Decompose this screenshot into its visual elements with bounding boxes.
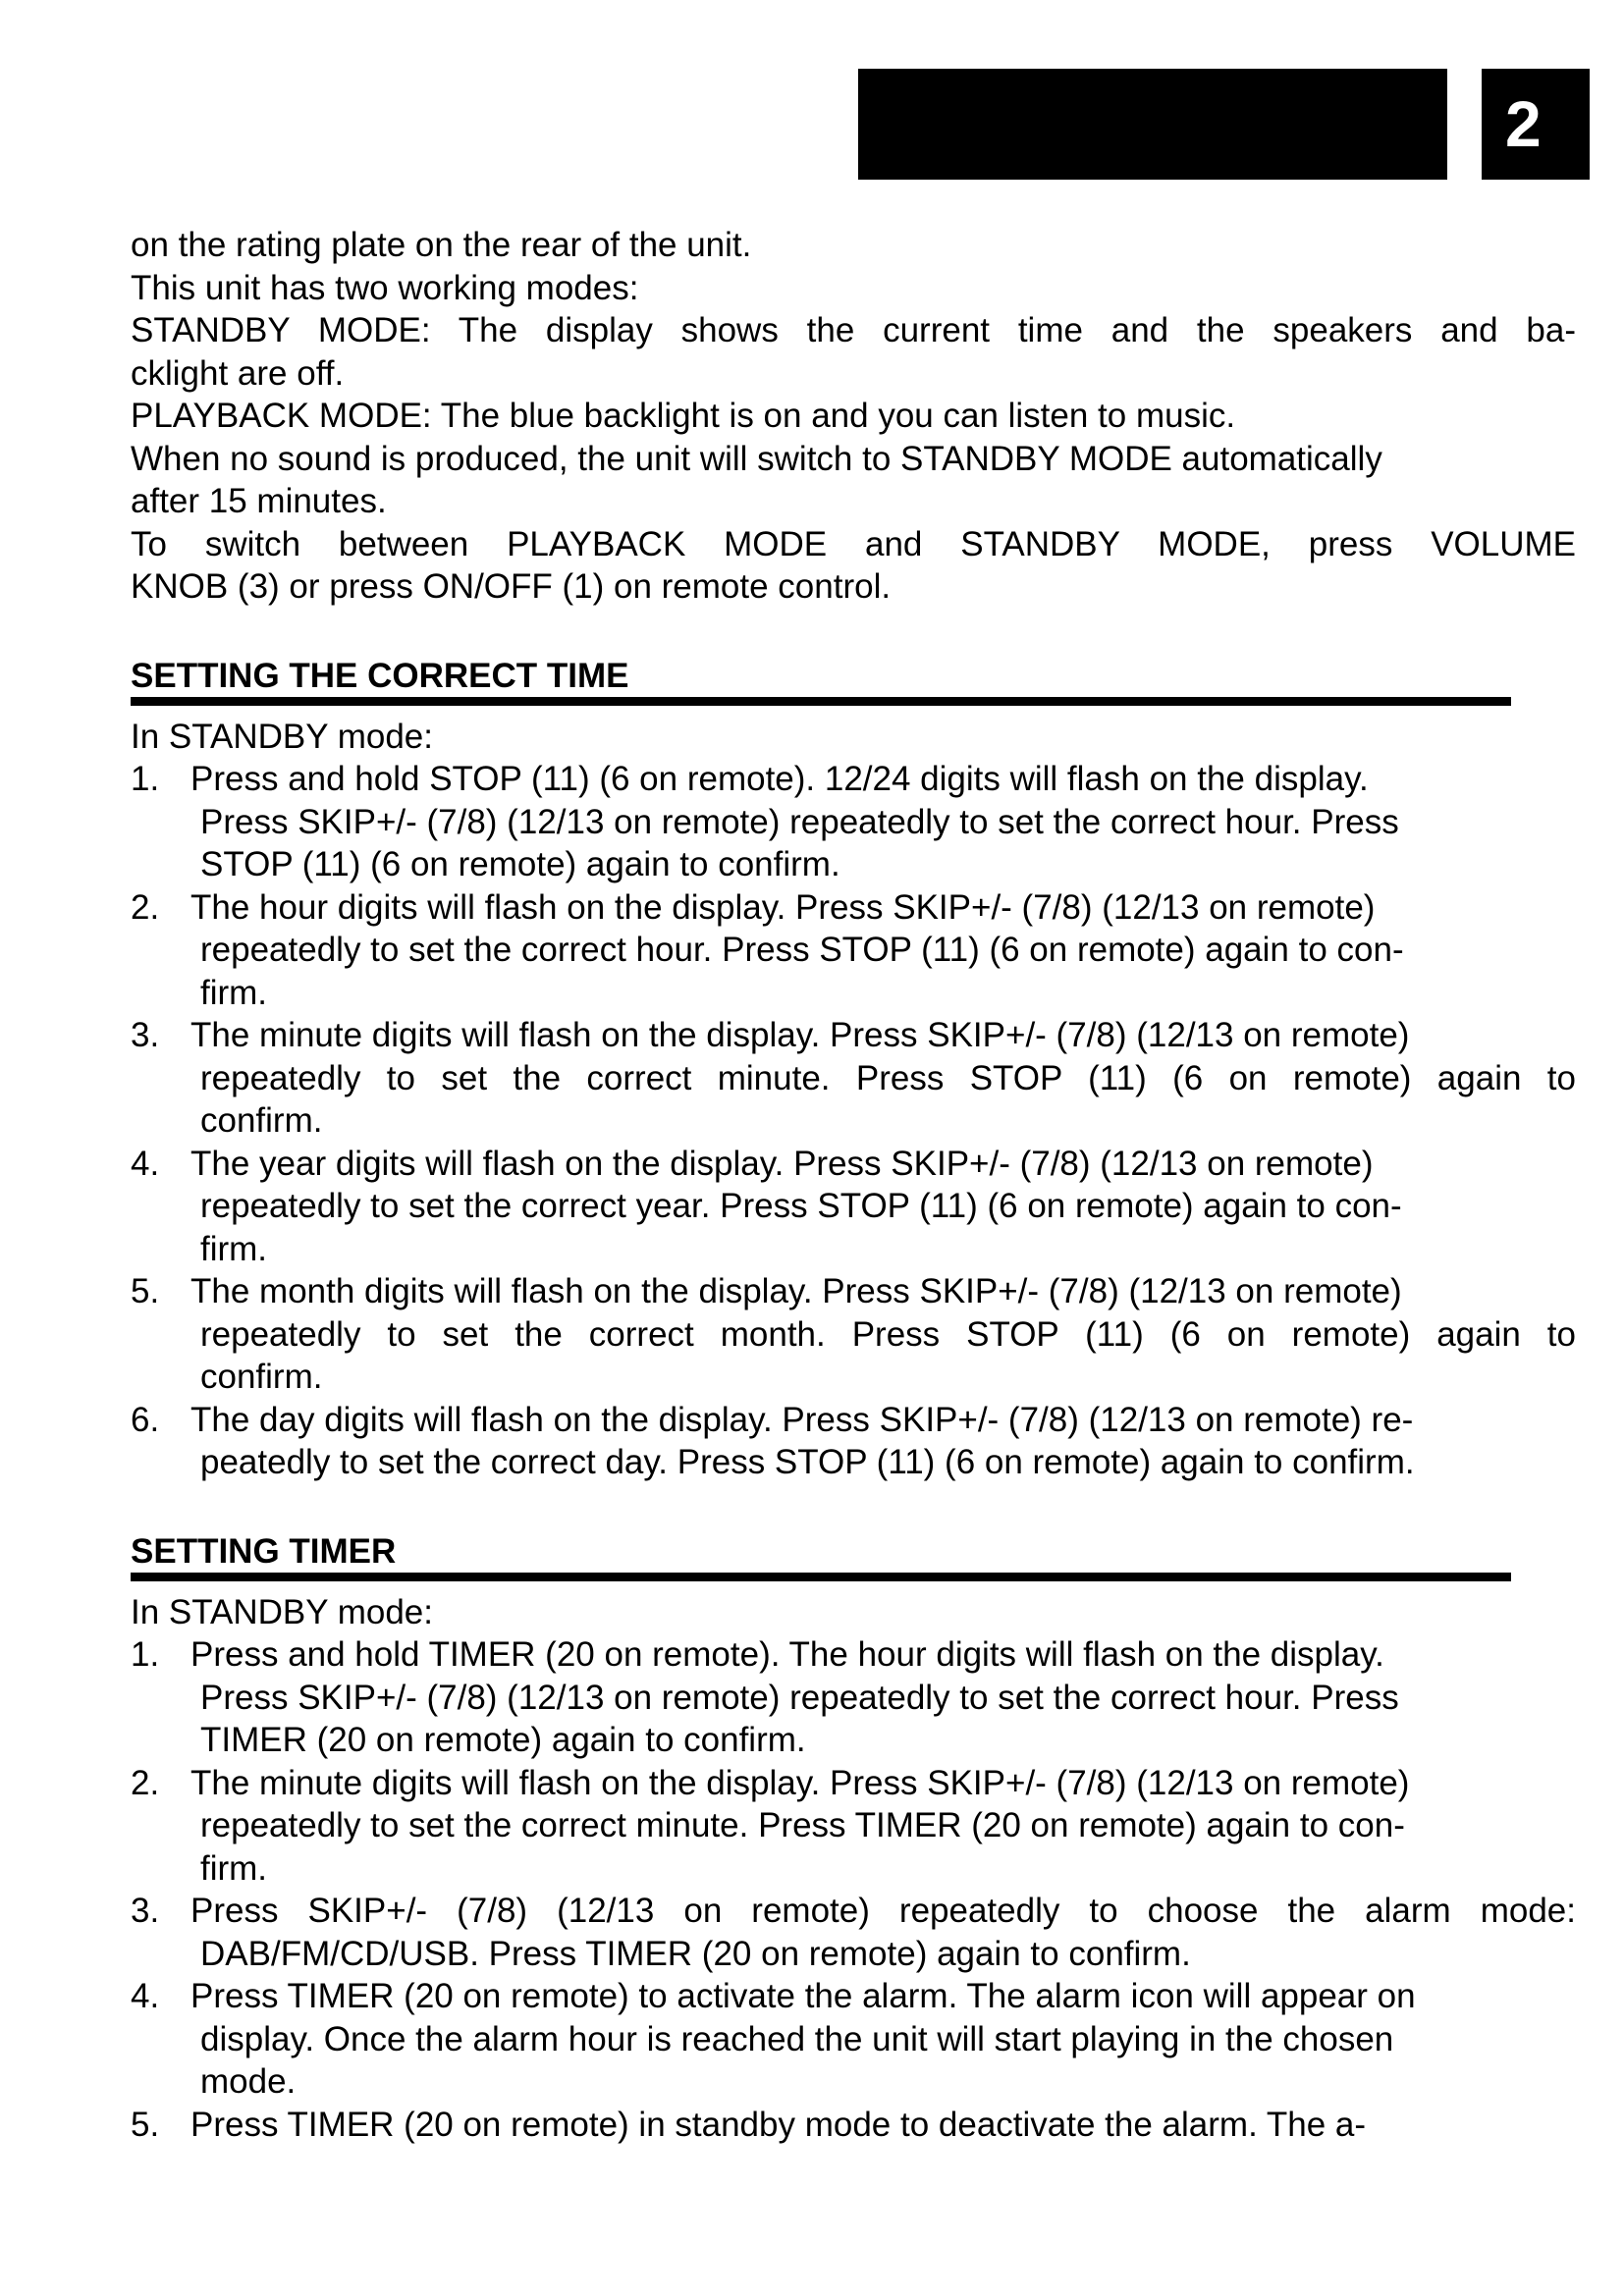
step-line: firm. [200,973,268,1012]
intro-line: This unit has two working modes: [131,268,639,307]
step-line: display. Once the alarm hour is reached the unit will start playing in the chosen [200,2019,1394,2058]
intro-text [131,224,1576,609]
step-line: repeatedly to set the correct minute. Press STOP (11) (6 on remote) again to [200,1058,1576,1097]
mode-label: In STANDBY mode: [131,1592,433,1631]
list-item [131,1143,1576,1271]
step-line: The hour digits will flash on the display. Press SKIP+/- (7/8) (12/13 on remote) [190,887,1376,927]
step-line: repeatedly to set the correct hour. Press STOP (11) (6 on remote) again to con- [200,931,1404,969]
step-line: Press SKIP+/- (7/8) (12/13 on remote) repeatedly to set the correct hour. Press [200,1678,1399,1717]
section-heading-timer: SETTING TIMER [131,1531,1511,1581]
step-line: repeatedly to set the correct minute. Press TIMER (20 on remote) again to con- [200,1806,1405,1844]
step-number: 1. [131,760,160,798]
time-steps [131,758,1576,1484]
timer-steps [131,1633,1576,2146]
list-item [131,886,1576,1015]
step-line: Press and hold TIMER (20 on remote). The hour digits will flash on the display. [190,1635,1384,1674]
intro-line: KNOB (3) or press ON/OFF (1) on remote control. [131,567,892,606]
step-number: 6. [131,1400,160,1439]
step-line: Press SKIP+/- (7/8) (12/13 on remote) repeatedly to set the correct hour. Press [200,802,1399,841]
step-number: 2. [131,887,160,927]
intro-line: When no sound is produced, the unit will switch to STANDBY MODE automatically [131,439,1382,478]
step-line: firm. [200,1229,268,1268]
section-heading-time: SETTING THE CORRECT TIME [131,656,1511,706]
step-line: The year digits will flash on the display. Press SKIP+/- (7/8) (12/13 on remote) [190,1144,1374,1183]
step-line: peatedly to set the correct day. Press STOP (11) (6 on remote) again to confirm. [200,1443,1415,1481]
list-item [131,2104,1576,2147]
page-number: 2 [1482,69,1590,180]
step-line: The day digits will flash on the display. Press SKIP+/- (7/8) (12/13 on remote) re- [190,1400,1414,1439]
list-item [131,1890,1576,1975]
intro-line: To switch between PLAYBACK MODE and STANDBY MODE, press VOLUME [131,524,1576,563]
step-number: 4. [131,1977,160,2015]
step-number: 4. [131,1144,160,1183]
step-number: 2. [131,1763,160,1802]
step-line: confirm. [200,1358,323,1396]
step-line: The minute digits will flash on the display. Press SKIP+/- (7/8) (12/13 on remote) [190,1763,1410,1802]
list-item [131,1014,1576,1143]
header-bar [858,69,1447,180]
step-line: The month digits will flash on the display. Press SKIP+/- (7/8) (12/13 on remote) [190,1272,1402,1310]
list-item [131,758,1576,886]
step-number: 3. [131,1892,160,1930]
step-line: The minute digits will flash on the display. Press SKIP+/- (7/8) (12/13 on remote) [190,1016,1410,1054]
step-line: DAB/FM/CD/USB. Press TIMER (20 on remote) again to confirm. [200,1934,1191,1973]
step-number: 5. [131,1272,160,1310]
list-item [131,1762,1576,1891]
step-line: Press TIMER (20 on remote) to activate the alarm. The alarm icon will appear on [190,1977,1416,2015]
list-item [131,1270,1576,1399]
step-line: Press SKIP+/- (7/8) (12/13 on remote) repeatedly to choose the alarm mode: [190,1892,1576,1930]
step-line: confirm. [200,1101,323,1140]
step-line: Press and hold STOP (11) (6 on remote). 12/24 digits will flash on the display. [190,760,1369,798]
intro-line: PLAYBACK MODE: The blue backlight is on and you can listen to music. [131,397,1236,435]
list-item [131,1633,1576,1762]
step-line: repeatedly to set the correct month. Press STOP (11) (6 on remote) again to [200,1314,1576,1354]
intro-line: after 15 minutes. [131,482,387,520]
intro-line: STANDBY MODE: The display shows the current time and the speakers and ba- [131,311,1576,349]
mode-label: In STANDBY mode: [131,717,433,756]
intro-line: cklight are off. [131,353,345,393]
intro-line: on the rating plate on the rear of the unit. [131,226,752,264]
step-line: mode. [200,2062,297,2101]
step-number: 5. [131,2105,160,2144]
step-line: repeatedly to set the correct year. Press STOP (11) (6 on remote) again to con- [200,1187,1402,1225]
step-line: TIMER (20 on remote) again to confirm. [200,1721,806,1759]
list-item [131,1975,1576,2104]
step-number: 3. [131,1016,160,1054]
step-line: Press TIMER (20 on remote) in standby mode to deactivate the alarm. The a- [190,2105,1367,2144]
step-number: 1. [131,1635,160,1674]
list-item [131,1399,1576,1484]
step-line: STOP (11) (6 on remote) again to confirm. [200,845,840,883]
document-body [131,224,1576,2146]
step-line: firm. [200,1848,268,1888]
